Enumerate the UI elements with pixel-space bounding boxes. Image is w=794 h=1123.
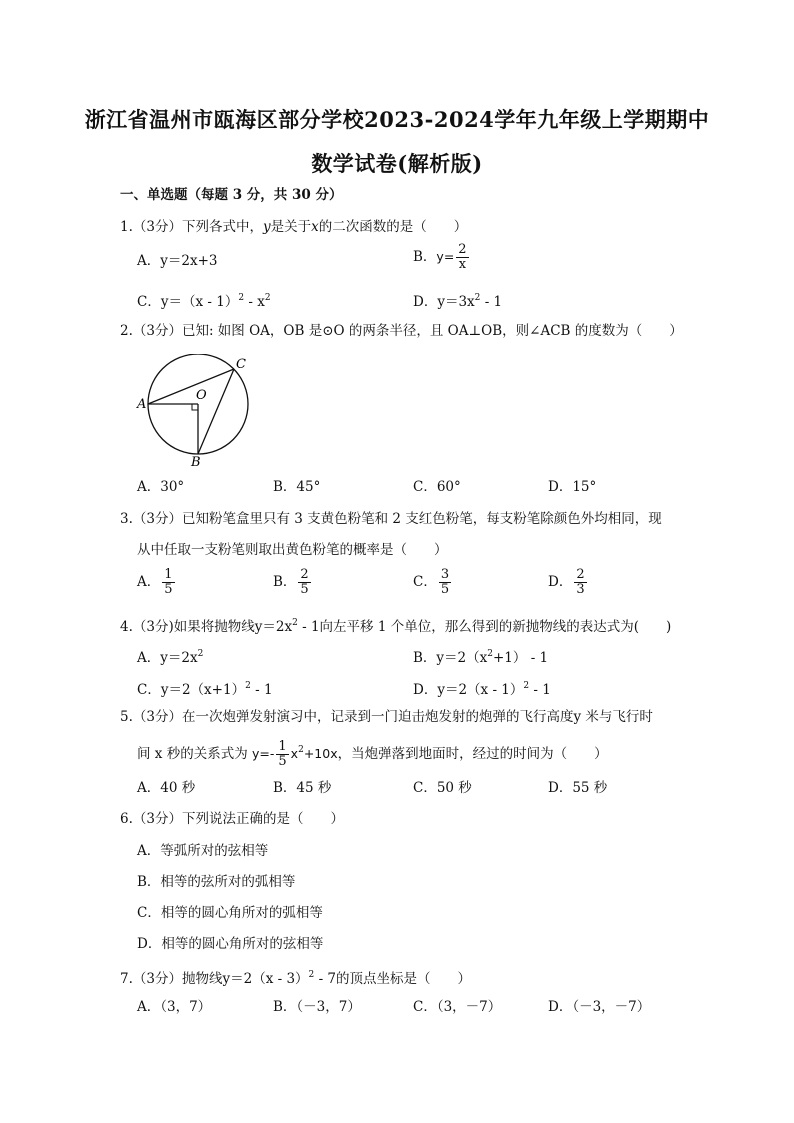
q1-option-a[interactable]: A．y＝2x+3 <box>137 253 218 269</box>
q2-option-a[interactable]: A．30° <box>137 479 185 495</box>
q3-option-b[interactable]: B． $\frac{2}{5}$ <box>273 567 309 597</box>
q2-option-c[interactable]: C．60° <box>413 479 461 495</box>
label-c: C <box>236 357 246 372</box>
q3-stem-line-1: 3.（3分）已知粉笔盒里只有 3 支黄色粉笔和 2 支红色粉笔，每支粉笔除颜色外均相同，现 <box>120 511 662 527</box>
section-heading: 一、单选题（每题 3 分，共 30 分） <box>120 187 343 203</box>
q6-stem: 6.（3分）下列说法正确的是（ ） <box>120 811 344 827</box>
q1-option-c[interactable]: C．$y=(x - 1)^2 - x^2$ <box>137 293 271 310</box>
q3-option-a[interactable]: A． $\frac{1}{5}$ <box>137 567 173 597</box>
q3-option-c[interactable]: C． $\frac{3}{5}$ <box>413 567 450 597</box>
q6-option-c[interactable]: C．相等的圆心角所对的弧相等 <box>137 905 323 921</box>
q2-option-b[interactable]: B．45° <box>273 479 321 495</box>
q7-stem: 7.（3分）抛物线y＝2（x - 3）$^2$ - 7的顶点坐标是（ ） <box>120 970 472 987</box>
label-a: A <box>137 397 147 412</box>
q4-option-b[interactable]: B．$y=2(x^2+1) - 1$ <box>413 649 549 666</box>
q5-option-a[interactable]: A．40 秒 <box>137 780 196 796</box>
title-line-1: 浙江省温州市瓯海区部分学校2023-2024学年九年级上学期期中 <box>84 107 710 132</box>
q7-option-d[interactable]: D．（－3，－7） <box>548 999 651 1015</box>
q4-stem: 4.（3分)如果将抛物线$y=2x^2 - 1$向左平移 1 个单位，那么得到的新抛物线的表达式为( ) <box>120 618 672 635</box>
q4-option-a[interactable]: A．$y=2x^2$ <box>137 649 204 666</box>
q5-option-b[interactable]: B．45 秒 <box>273 780 332 796</box>
circle-diagram <box>136 354 256 468</box>
q5-option-c[interactable]: C．50 秒 <box>413 780 472 796</box>
q6-option-d[interactable]: D．相等的圆心角所对的弦相等 <box>137 936 324 952</box>
q5-stem-line-2: 间 x 秒的关系式为 y=- $\frac{1}{5}$ $x^2+10x$，当炮弹落到地面时，经过的时间为（ ） <box>137 739 608 769</box>
label-o: O <box>196 388 207 403</box>
q5-stem-line-1: 5.（3分）在一次炮弹发射演习中，记录到一门迫击炮发射的炮弹的飞行高度y 米与飞行时 <box>120 709 653 725</box>
q7-option-a[interactable]: A．（3，7） <box>137 999 212 1015</box>
q1-option-d[interactable]: D．$y=3x^2 - 1$ <box>413 293 503 310</box>
q5-option-d[interactable]: D．55 秒 <box>548 780 608 796</box>
q3-stem-line-2: 从中任取一支粉笔则取出黄色粉笔的概率是（ ） <box>137 542 448 558</box>
q6-option-a[interactable]: A．等弧所对的弦相等 <box>137 843 269 859</box>
q4-option-c[interactable]: C．$y=2(x+1)^2 - 1$ <box>137 681 273 698</box>
q7-option-c[interactable]: C．（3，－7） <box>413 999 502 1015</box>
q2-stem: 2.（3分）已知: 如图 OA，OB 是⊙O 的两条半径，且 OA⊥OB，则∠ACB 的度数为（ ） <box>120 323 683 339</box>
right-angle-mark <box>192 404 198 410</box>
title-line-2: 数学试卷(解析版) <box>311 151 483 176</box>
q7-option-b[interactable]: B．（－3，7） <box>273 999 361 1015</box>
q3-option-d[interactable]: D． $\frac{2}{3}$ <box>548 567 585 597</box>
label-b: B <box>191 455 201 468</box>
q6-option-b[interactable]: B．相等的弦所对的弧相等 <box>137 874 296 890</box>
q1-option-b[interactable]: B．y= $\frac{2}{x}$ <box>413 242 467 272</box>
q4-option-d[interactable]: D．y＝2（x - 1）$^2$ - 1 <box>413 681 551 698</box>
q1-stem: 1.（3分）下列各式中，y是关于x的二次函数的是（ ） <box>120 219 468 235</box>
q2-option-d[interactable]: D．15° <box>548 479 597 495</box>
